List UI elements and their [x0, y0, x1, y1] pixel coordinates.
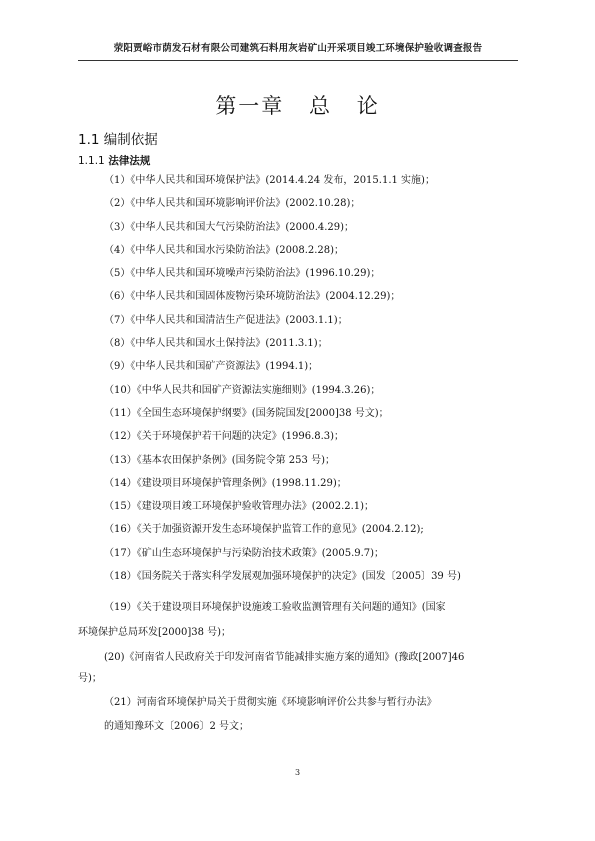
list-item: （3）《中华人民共和国大气污染防治法》(2000.4.29)；: [104, 221, 355, 233]
list-item: （1）《中华人民共和国环境保护法》(2014.4.24 发布，2015.1.1 实施)；: [104, 175, 435, 186]
page-number: 3: [294, 768, 301, 777]
list-item: （12）《关于环境保护若干问题的决定》(1996.8.3)；: [104, 431, 345, 443]
chapter-word-2: 论: [356, 94, 380, 118]
list-item: （9）《中华人民共和国矿产资源法》(1994.1)；: [104, 361, 319, 373]
list-item: （11）《全国生态环境保护纲要》(国务院国发[2000]38 号文)；: [104, 407, 389, 419]
list-item: （4）《中华人民共和国水污染防治法》(2008.2.28)；: [104, 244, 345, 256]
chapter-title: [0, 90, 595, 120]
chapter-number: 第一章: [215, 94, 285, 118]
list-item-20-line-1: (20)《河南省人民政府关于印发河南省节能减排实施方案的通知》(豫政[2007]46: [104, 652, 465, 663]
list-item: （6）《中华人民共和国固体废物污染环境防治法》(2004.12.29)；: [104, 291, 401, 303]
section-heading: 1.1 编制依据: [78, 132, 158, 148]
list-item: （14）《建设项目环境保护管理条例》(1998.11.29)；: [104, 477, 347, 489]
list-item: （13）《基本农田保护条例》(国务院令第 253 号)；: [104, 454, 335, 466]
list-item-20-line-2: 号)；: [78, 673, 102, 684]
list-item: （10）《中华人民共和国矿产资源法实施细则》(1994.3.26)；: [104, 384, 381, 396]
subsection-number: 1.1.1: [78, 155, 105, 167]
subsection-title: 法律法规: [108, 155, 151, 167]
subsection-heading: [78, 153, 150, 168]
list-item: （8）《中华人民共和国水土保持法》(2011.3.1)；: [104, 338, 328, 350]
list-item: （5）《中华人民共和国环境噪声污染防治法》(1996.10.29)；: [104, 268, 381, 280]
list-item: （15）《建设项目竣工环境保护验收管理办法》(2002.2.1)；: [104, 501, 375, 513]
running-header: 荥阳贾峪市荫发石材有限公司建筑石料用灰岩矿山开采项目竣工环境保护验收调查报告: [113, 43, 483, 54]
law-list: [104, 173, 524, 592]
list-item: （16）《关于加强资源开发生态环境保护监管工作的意见》(2004.2.12);: [104, 524, 424, 536]
list-item: （2）《中华人民共和国环境影响评价法》(2002.10.28)；: [104, 198, 361, 210]
chapter-word-1: 总: [309, 94, 332, 118]
list-item-19-line-2: 环境保护总局环发[2000]38 号)；: [78, 627, 232, 638]
list-item-21-line-2: 的通知豫环文〔2006〕2 号文；: [104, 721, 249, 732]
list-item: （7）《中华人民共和国清洁生产促进法》(2003.1.1)；: [104, 314, 348, 326]
list-item-21-line-1: （21）河南省环境保护局关于贯彻实施《环境影响评价公共参与暂行办法》: [104, 697, 437, 708]
list-item: （18）《国务院关于落实科学发展观加强环境保护的决定》(国发〔2005〕39 号): [104, 571, 461, 583]
header-divider: [78, 60, 518, 61]
list-item: （17）《矿山生态环境保护与污染防治技术政策》(2005.9.7)；: [104, 547, 385, 559]
list-item-19-line-1: （19）《关于建设项目环境保护设施竣工验收监测管理有关问题的通知》(国家: [104, 602, 446, 613]
